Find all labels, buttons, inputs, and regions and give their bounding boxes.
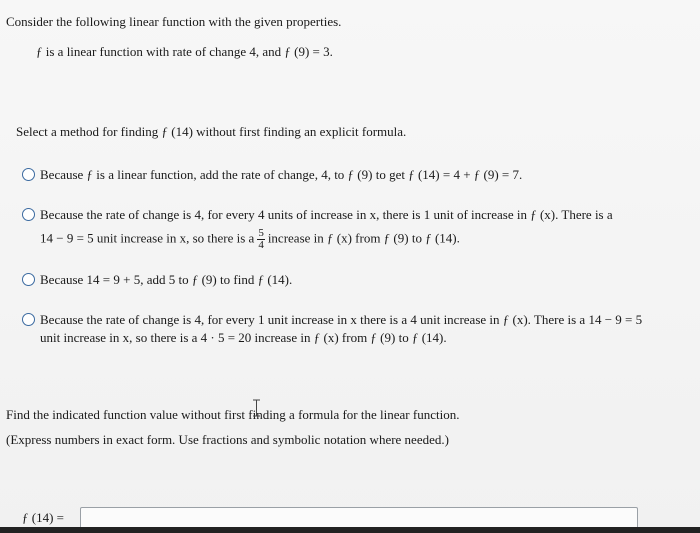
radio-button[interactable]: [22, 208, 35, 221]
option-text: Because 14 = 9 + 5, add 5 to ƒ (9) to find ƒ (14).: [40, 272, 293, 287]
fraction-denominator: 4: [258, 239, 264, 251]
text-cursor-icon: [252, 399, 261, 417]
find-instruction: Find the indicated function value without first finding a formula for the linear function.: [6, 407, 460, 422]
express-note: (Express numbers in exact form. Use fractions and symbolic notation where needed.): [6, 432, 449, 447]
intro-text: Consider the following linear function with the given properties.: [6, 14, 342, 29]
radio-button[interactable]: [22, 168, 35, 181]
option-text-pre: 14 − 9 = 5 unit increase in x, so there is a: [40, 230, 255, 246]
bottom-edge: [0, 527, 700, 533]
option-text-post: increase in ƒ (x) from ƒ (9) to ƒ (14).: [267, 230, 460, 246]
option-text: Because the rate of change is 4, for every 1 unit increase in x there is a 4 unit increase in ƒ (x). There is a 14 − 9 = 5: [40, 312, 643, 327]
answer-input[interactable]: [80, 507, 638, 529]
option-text-line2: unit increase in x, so there is a 4 · 5 = 20 increase in ƒ (x) from ƒ (9) to ƒ (14).: [40, 330, 447, 345]
option-text: Because the rate of change is 4, for every 4 units of increase in x, there is 1 unit of increase in ƒ (x). There is a: [40, 207, 613, 222]
radio-button[interactable]: [22, 313, 35, 326]
fraction: [257, 228, 265, 251]
method-prompt: Select a method for finding ƒ (14) without first finding an explicit formula.: [16, 124, 407, 139]
answer-label: ƒ (14) =: [22, 510, 64, 525]
function-properties: ƒ is a linear function with rate of change 4, and ƒ (9) = 3.: [36, 44, 333, 59]
option-text: Because ƒ is a linear function, add the rate of change, 4, to ƒ (9) to get ƒ (14) = 4 + ƒ (9) = 7.: [40, 167, 523, 182]
fraction-numerator: 5: [258, 227, 264, 239]
radio-button[interactable]: [22, 273, 35, 286]
option-text-line2: [40, 228, 460, 251]
